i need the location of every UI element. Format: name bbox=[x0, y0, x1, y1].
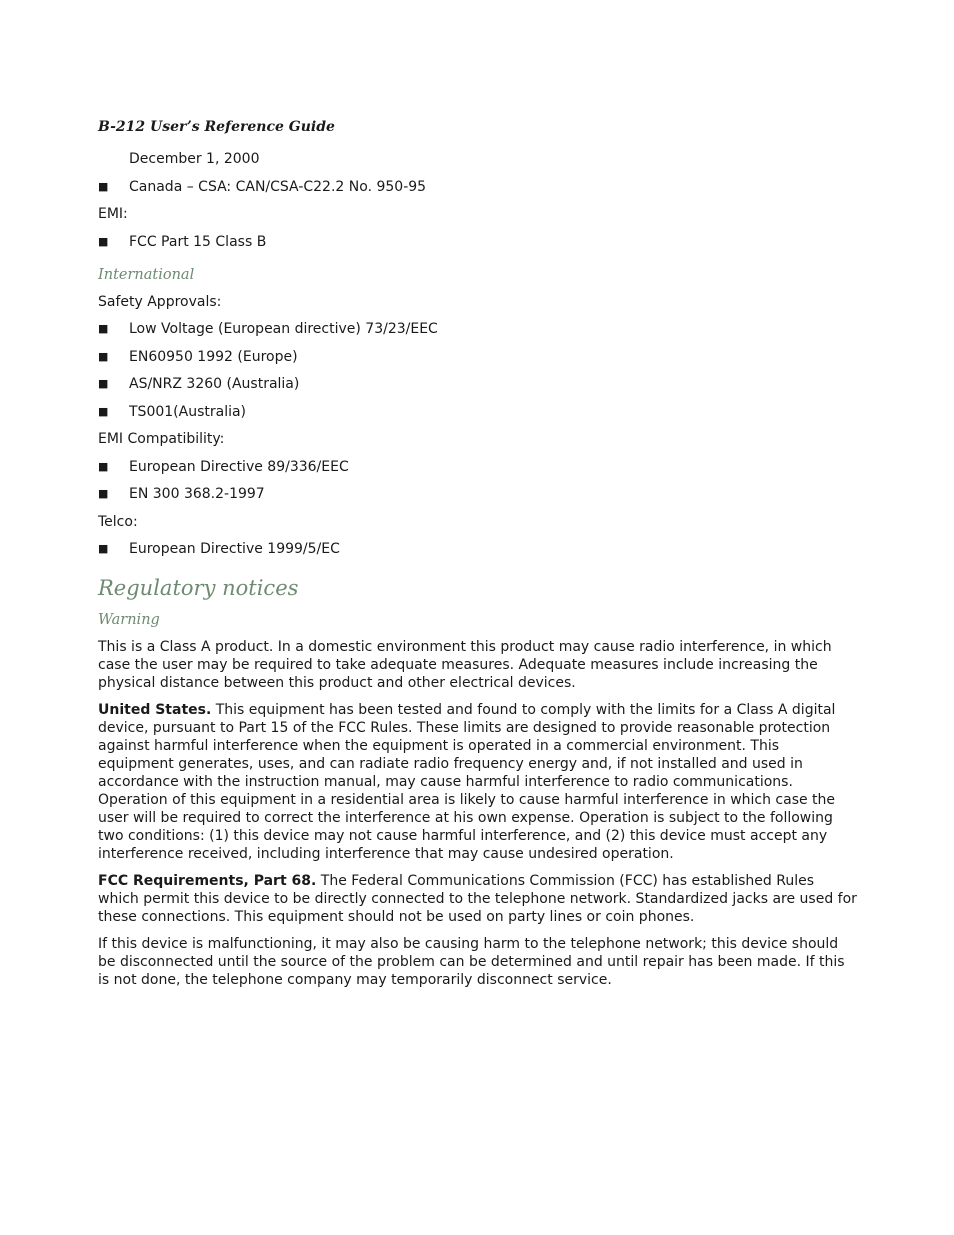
regulatory-notices-heading: Regulatory notices bbox=[98, 576, 299, 600]
paragraph-text: The Federal Communications Commission (FCC) has established Rules which permit this device to be directly connected to the telephone network. Standardized jacks are used for these connections. This equipment should not be used on party lines or coin phones. bbox=[98, 873, 857, 925]
warning-heading: Warning bbox=[98, 612, 160, 628]
united-states-paragraph bbox=[98, 701, 858, 863]
international-heading: International bbox=[98, 266, 195, 283]
paragraph-text: This equipment has been tested and found to comply with the limits for a Class A digital device, pursuant to Part 15 of the FCC Rules. These limits are designed to provide reasonable protection against harmful interference when the equipment is operated in a commercial environment. This equipment generates, uses, and can radiate radio frequency energy and, if not installed and used in accordance with the instruction manual, may cause harmful interference to radio communications. Operation of this equipment in a residential area is likely to cause harmful interference in which case the user will be required to correct the interference at his own expense. Operation is subject to the following two conditions: (1) this device may not cause harmful interference, and (2) this device must accept any interference received, including interference that may cause undesired operation. bbox=[98, 702, 836, 862]
list-item-safety bbox=[98, 375, 858, 393]
list-item-canada bbox=[98, 178, 858, 196]
list-item-text: EN60950 1992 (Europe) bbox=[129, 348, 298, 365]
square-bullet-icon: ■ bbox=[98, 404, 109, 418]
list-item-text: Low Voltage (European directive) 73/23/EEC bbox=[129, 321, 438, 337]
list-item-telco bbox=[98, 540, 858, 558]
list-item-safety bbox=[98, 403, 858, 421]
running-header: B-212 User’s Reference Guide bbox=[98, 119, 335, 135]
square-bullet-icon: ■ bbox=[98, 179, 109, 193]
paragraph-lead: United States. bbox=[98, 702, 212, 718]
list-item-safety bbox=[98, 320, 858, 338]
list-item-text: European Directive 89/336/EEC bbox=[129, 458, 349, 475]
list-item-text: TS001(Australia) bbox=[129, 403, 247, 420]
list-item-text: EN 300 368.2-1997 bbox=[129, 486, 265, 502]
list-item-emi-compat bbox=[98, 485, 858, 503]
telco-label: Telco: bbox=[98, 513, 138, 530]
malfunction-paragraph: If this device is malfunctioning, it may also be causing harm to the telephone network; this device should be disconnected until the source of the problem can be determined and until repair has been made. If this is not done, the telephone company may temporarily disconnect service. bbox=[98, 936, 845, 988]
list-item-emi bbox=[98, 233, 858, 251]
document-body bbox=[98, 150, 858, 998]
square-bullet-icon: ■ bbox=[98, 349, 109, 363]
emi-compatibility-label: EMI Compatibility: bbox=[98, 431, 225, 447]
fcc-requirements-paragraph bbox=[98, 872, 858, 926]
emi-label: EMI: bbox=[98, 206, 128, 222]
square-bullet-icon: ■ bbox=[98, 322, 109, 335]
warning-paragraph: This is a Class A product. In a domestic environment this product may cause radio interference, in which case the user may be required to take adequate measures. Adequate measures include increasing the physical distance between this product and other electrical devices. bbox=[98, 639, 832, 691]
square-bullet-icon: ■ bbox=[98, 542, 109, 555]
paragraph-lead: FCC Requirements, Part 68. bbox=[98, 873, 317, 889]
list-item-text: Canada – CSA: CAN/CSA-C22.2 No. 950-95 bbox=[129, 178, 427, 195]
list-item-text: AS/NRZ 3260 (Australia) bbox=[129, 376, 300, 392]
safety-approvals-label: Safety Approvals: bbox=[98, 293, 222, 310]
list-item-emi-compat bbox=[98, 458, 858, 476]
square-bullet-icon: ■ bbox=[98, 459, 109, 473]
list-item-safety bbox=[98, 348, 858, 366]
square-bullet-icon: ■ bbox=[98, 487, 109, 500]
date-line: December 1, 2000 bbox=[129, 151, 260, 167]
square-bullet-icon: ■ bbox=[98, 377, 109, 390]
list-item-text: European Directive 1999/5/EC bbox=[129, 541, 340, 557]
square-bullet-icon: ■ bbox=[98, 234, 109, 248]
list-item-text: FCC Part 15 Class B bbox=[129, 233, 267, 250]
